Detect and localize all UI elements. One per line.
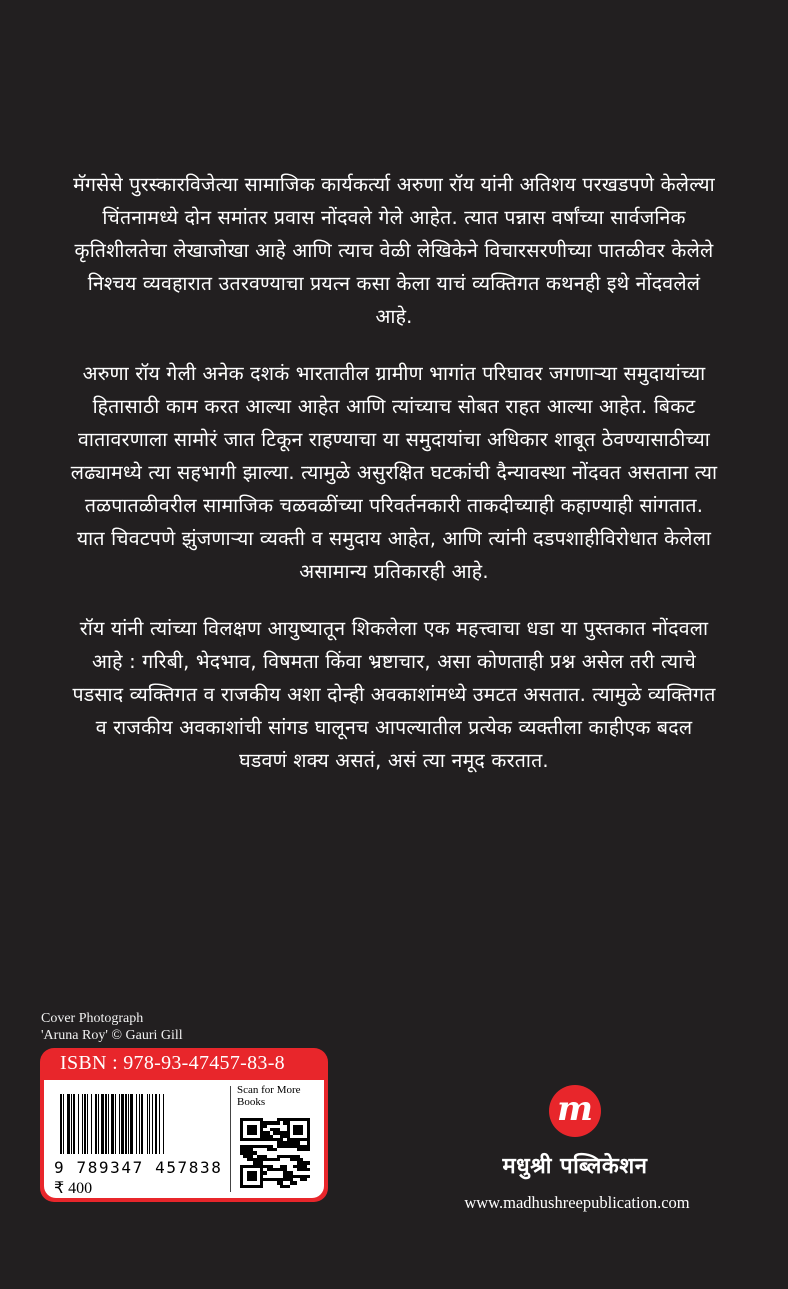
- blurb-paragraph-1: मॅगसेसे पुरस्कारविजेत्या सामाजिक कार्यकर्त्या अरुणा रॉय यांनी अतिशय परखडपणे केलेल्या चिंतनामध्ये दोन समांतर प्रवास नोंदवले गेले आहेत. त्यात पन्नास वर्षांच्या सार्वजनिक कृतिशीलतेचा लेखाजोखा आहे आणि त्याच वेळी लेखिकेने विचारसरणीच्या पातळीवर केलेले निश्चय व्यवहारात उतरवण्याचा प्रयत्न कसा केला याचं व्यक्तिगत कथनही इथे नोंदवलेलं आहे.: [73, 173, 715, 328]
- blurb-paragraph-3: रॉय यांनी त्यांच्या विलक्षण आयुष्यातून शिकलेला एक महत्त्वाचा धडा या पुस्तकात नोंदवला आहे : गरिबी, भेदभाव, विषमता किंवा भ्रष्टाचार, असा कोणताही प्रश्न असेल तरी त्याचे पडसाद व्यक्तिगत व राजकीय अशा दोन्ही अवकाशांमध्ये उमटत असतात. त्यामुळे व्यक्तिगत व राजकीय अवकाशांची सांगड घालूनच आपल्यातील प्रत्येक व्यक्तीला काहीएक बदल घडवणं शक्य असतं, असं त्या नमूद करतात.: [72, 617, 716, 772]
- barcode-image: [60, 1094, 216, 1154]
- blurb-paragraph-2: अरुणा रॉय गेली अनेक दशकं भारतातील ग्रामीण भागांत परिघावर जगणाऱ्या समुदायांच्या हितासाठी काम करत आल्या आहेत आणि त्यांच्याच सोबत राहत आल्या आहेत. बिकट वातावरणाला सामोरं जात टिकून राहण्याचा या समुदायांचा अधिकार शाबूत ठेवण्यासाठीच्या लढ्यामध्ये त्या सहभागी झाल्या. त्यामुळे असुरक्षित घटकांची दैन्यावस्था नोंदवत असताना त्या तळपातळीवरील सामाजिक चळवळींच्या परिवर्तनकारी ताकदीच्याही कहाण्याही सांगतात. यात चिवटपणे झुंजणाऱ्या व्यक्ती व समुदाय आहेत, आणि त्यांनी दडपशाहीविरोधात केलेला असामान्य प्रतिकारही आहे.: [70, 362, 718, 583]
- credit-line-1: Cover Photograph: [41, 1011, 144, 1026]
- back-cover-blurb: [70, 168, 718, 801]
- scan-for-more-books-label: Scan for More Books: [237, 1084, 301, 1108]
- publisher-website-link[interactable]: www.madhushreepublication.com: [464, 1193, 690, 1212]
- isbn-panel: [40, 1048, 328, 1202]
- price-label: ₹ 400: [54, 1180, 93, 1197]
- publisher-logo: [549, 1085, 601, 1137]
- publisher-name: मधुश्री पब्लिकेशन: [502, 1154, 648, 1179]
- barcode-bar: [164, 1094, 166, 1154]
- qr-code[interactable]: [240, 1118, 310, 1188]
- cover-photo-credit: [41, 1010, 183, 1044]
- isbn-barcode-area: [44, 1080, 324, 1198]
- isbn-label: ISBN : 978-93-47457-83-8: [60, 1052, 285, 1074]
- qr-divider: [230, 1086, 231, 1192]
- credit-line-2: 'Aruna Roy' © Gauri Gill: [41, 1028, 183, 1043]
- qr-module: [307, 1185, 310, 1188]
- publisher-logo-letter: m: [557, 1089, 593, 1129]
- barcode-number: 9 789347 457838: [54, 1158, 223, 1177]
